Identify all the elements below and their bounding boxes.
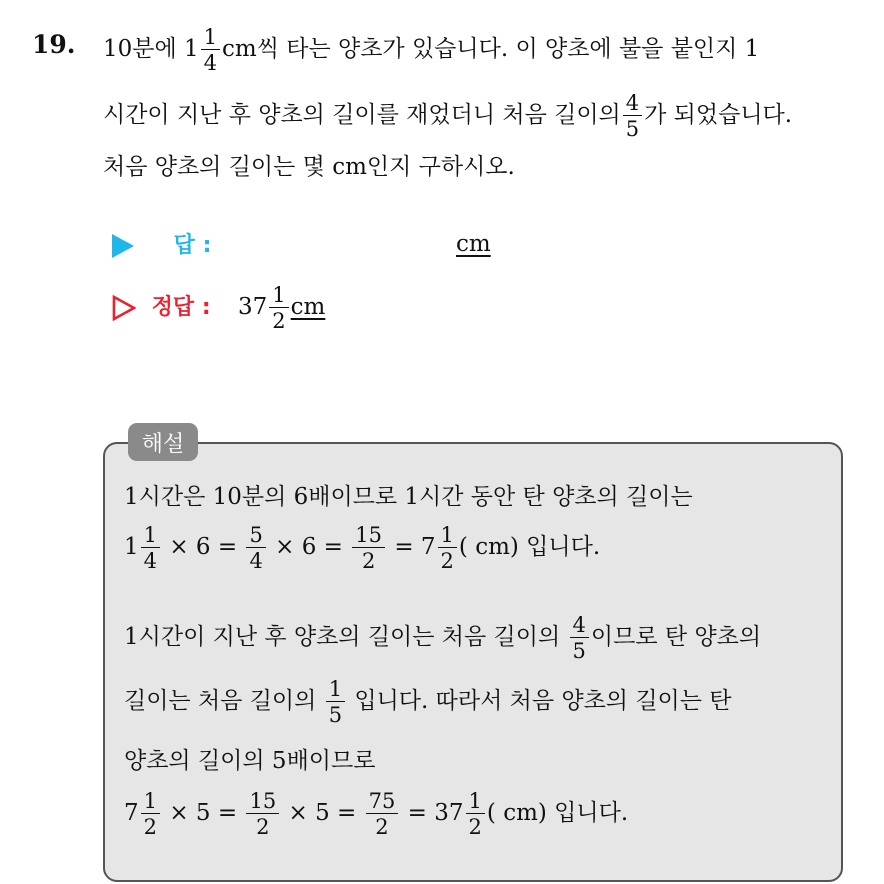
fraction-denominator: 4	[203, 51, 218, 76]
eq-operator: = 37	[407, 800, 464, 827]
outline-play-marker-icon	[112, 295, 136, 321]
correct-answer-value	[238, 284, 325, 332]
eq-operator: × 6 =	[169, 534, 238, 561]
eq-fraction	[466, 790, 485, 838]
eq-term: 7	[124, 800, 139, 827]
fraction-one-quarter	[201, 26, 220, 74]
eq-fraction	[246, 524, 265, 572]
fraction-one-half	[269, 284, 288, 332]
explanation-tag: 해설	[128, 423, 198, 461]
fraction-denominator: 5	[625, 117, 640, 142]
fraction-denominator: 2	[272, 309, 286, 334]
explanation-p3	[124, 678, 732, 726]
explanation-p2-pre: 1시간이 지난 후 양초의 길이는 처음 길이의	[124, 624, 561, 651]
explanation-eq1	[124, 524, 600, 572]
mixed-whole: 37	[238, 294, 268, 321]
question-line-1	[103, 26, 759, 74]
eq-tail: ( cm) 입니다.	[486, 800, 629, 827]
correct-answer-label: 정답 :	[151, 295, 211, 320]
eq-operator: × 5 =	[288, 800, 357, 827]
play-marker-icon	[112, 234, 134, 258]
explanation-p3-post: 입니다. 따라서 처음 양초의 길이는 탄	[354, 688, 732, 715]
fraction-numerator: 4	[625, 91, 640, 115]
fraction-denominator: 2	[468, 815, 482, 840]
correct-answer-row	[112, 290, 211, 321]
fraction-numerator: 1	[143, 523, 158, 547]
fraction-numerator: 1	[468, 789, 482, 813]
eq-tail: ( cm) 입니다.	[458, 534, 601, 561]
fraction-numerator: 15	[249, 789, 277, 813]
answer-row	[112, 228, 211, 259]
question-line-2-post: 가 되었습니다.	[644, 102, 793, 129]
fraction-numerator: 4	[572, 613, 586, 637]
eq-fraction	[141, 790, 160, 838]
eq-fraction	[352, 524, 385, 572]
explanation-p4: 양초의 길이의 5배이므로	[124, 748, 376, 774]
explanation-p2-post: 이므로 탄 양초의	[590, 624, 762, 651]
fraction-numerator: 1	[272, 283, 286, 307]
fraction-four-fifths	[570, 614, 589, 662]
question-line-1-pre: 10분에 1	[103, 36, 199, 63]
question-number: 19.	[32, 30, 76, 59]
eq-operator: = 7	[394, 534, 436, 561]
question-line-1-post: cm씩 타는 양초가 있습니다. 이 양초에 불을 붙인지 1	[222, 36, 760, 63]
fraction-one-fifth	[326, 678, 345, 726]
eq-operator: × 5 =	[169, 800, 238, 827]
fraction-numerator: 5	[249, 523, 263, 547]
eq-fraction	[438, 524, 457, 572]
explanation-p3-pre: 길이는 처음 길이의	[124, 688, 317, 715]
fraction-denominator: 4	[143, 549, 158, 574]
fraction-numerator: 1	[328, 677, 343, 701]
explanation-p2	[124, 614, 761, 662]
fraction-numerator: 75	[368, 789, 396, 813]
question-line-3: 처음 양초의 길이는 몇 cm인지 구하시오.	[103, 154, 515, 180]
fraction-denominator: 4	[249, 549, 263, 574]
fraction-denominator: 5	[328, 703, 343, 728]
fraction-numerator: 15	[355, 523, 382, 547]
fraction-numerator: 1	[440, 523, 454, 547]
answer-label: 답 :	[173, 233, 212, 258]
eq-fraction	[141, 524, 160, 572]
fraction-four-fifths	[623, 92, 642, 140]
answer-blank[interactable]: cm	[456, 231, 491, 257]
explanation-eq2	[124, 790, 628, 838]
explanation-p1: 1시간은 10분의 6배이므로 1시간 동안 탄 양초의 길이는	[124, 484, 693, 510]
question-line-2-pre: 시간이 지난 후 양초의 길이를 재었더니 처음 길이의	[103, 102, 621, 129]
correct-answer-unit: cm	[290, 294, 326, 321]
eq-fraction	[246, 790, 279, 838]
fraction-numerator: 1	[203, 25, 218, 49]
eq-term: 1	[124, 534, 139, 561]
eq-fraction	[366, 790, 399, 838]
question-line-2	[103, 92, 792, 140]
fraction-denominator: 2	[256, 815, 270, 840]
fraction-denominator: 2	[361, 549, 376, 574]
fraction-denominator: 5	[572, 639, 586, 664]
fraction-numerator: 1	[143, 789, 158, 813]
fraction-denominator: 2	[375, 815, 389, 840]
fraction-denominator: 2	[143, 815, 158, 840]
eq-operator: × 6 =	[275, 534, 343, 561]
fraction-denominator: 2	[440, 549, 454, 574]
